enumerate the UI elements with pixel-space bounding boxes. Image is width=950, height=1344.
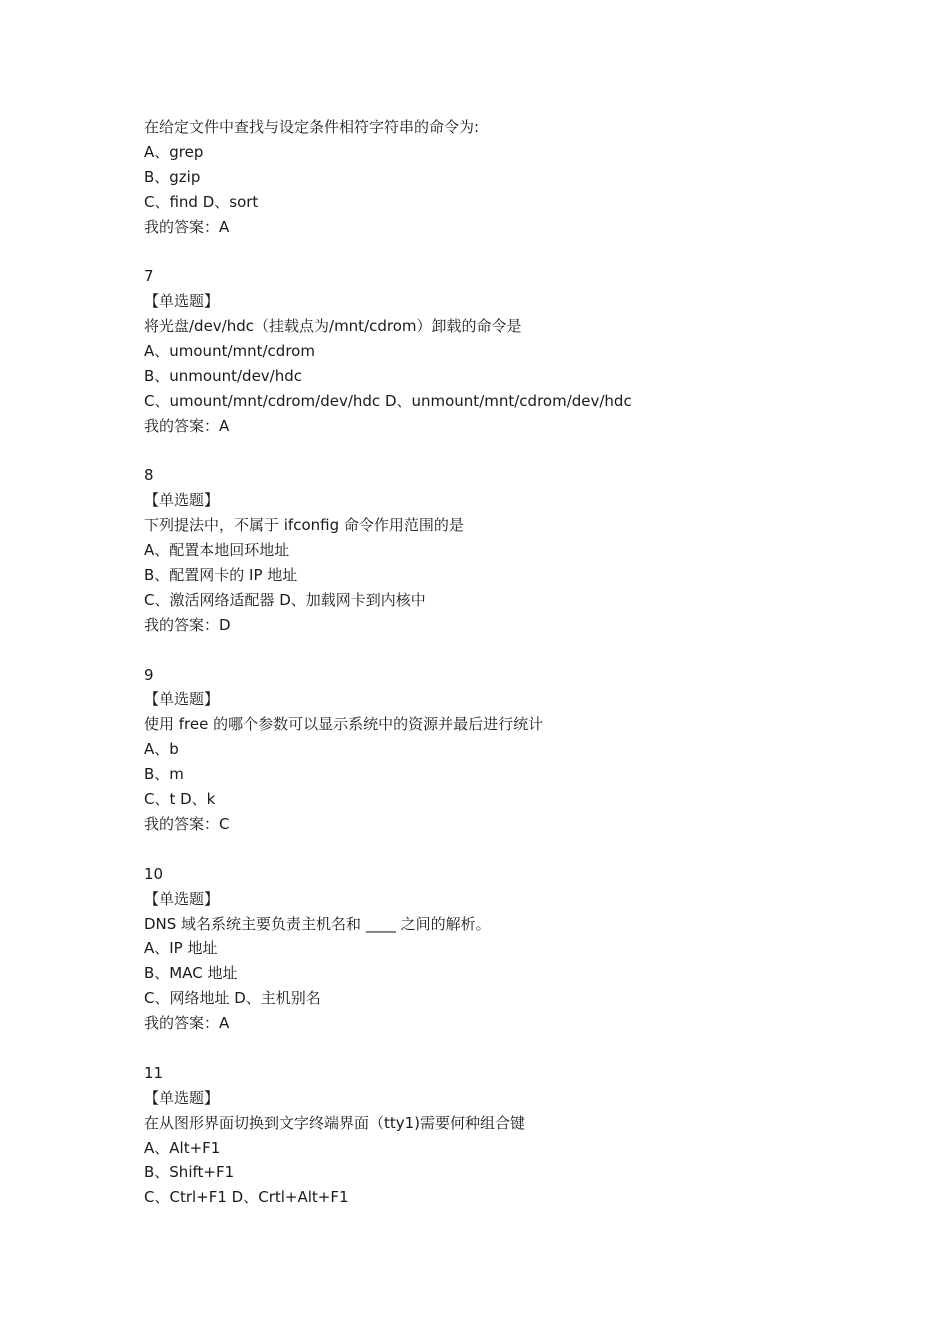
option-b: B、配置网卡的 IP 地址 <box>144 566 298 585</box>
question-type: 【单选题】 <box>144 1088 220 1107</box>
question-type: 【单选题】 <box>144 690 220 709</box>
option-c-d: C、umount/mnt/cdrom/dev/hdc D、unmount/mnt/cdrom/dev/hdc <box>144 391 632 410</box>
option-c-d: C、find D、sort <box>144 192 259 211</box>
my-answer: 我的答案：A <box>144 217 230 236</box>
my-answer: 我的答案：C <box>144 814 230 833</box>
option-b: B、Shift+F1 <box>144 1163 235 1182</box>
option-c-d: C、Ctrl+F1 D、Crtl+Alt+F1 <box>144 1188 349 1207</box>
option-b: B、unmount/dev/hdc <box>144 366 302 385</box>
my-answer: 我的答案：A <box>144 416 230 435</box>
option-c-d: C、t D、k <box>144 790 216 809</box>
question-type: 【单选题】 <box>144 889 220 908</box>
option-b: B、gzip <box>144 167 201 186</box>
question-text: DNS 域名系统主要负责主机名和 ____ 之间的解析。 <box>144 914 491 933</box>
question-text: 将光盘/dev/hdc（挂载点为/mnt/cdrom）卸载的命令是 <box>144 317 522 336</box>
question-type: 【单选题】 <box>144 292 220 311</box>
my-answer: 我的答案：D <box>144 615 231 634</box>
spacer <box>144 1036 844 1061</box>
spacer <box>144 439 844 464</box>
question-number: 9 <box>144 665 154 684</box>
spacer <box>144 837 844 862</box>
question-number: 8 <box>144 466 154 485</box>
question-text: 使用 free 的哪个参数可以显示系统中的资源并最后进行统计 <box>144 715 544 734</box>
spacer <box>144 638 844 663</box>
question-text: 在给定文件中查找与设定条件相符字符串的命令为: <box>144 118 480 136</box>
my-answer: 我的答案：A <box>144 1014 230 1033</box>
question-number: 10 <box>144 864 164 883</box>
document-page <box>144 115 844 1210</box>
question-number: 11 <box>144 1063 164 1082</box>
option-a: A、配置本地回环地址 <box>144 541 290 560</box>
option-c-d: C、激活网络适配器 D、加载网卡到内核中 <box>144 590 426 609</box>
option-a: A、Alt+F1 <box>144 1138 221 1157</box>
option-c-d: C、网络地址 D、主机别名 <box>144 989 321 1008</box>
option-b: B、m <box>144 765 184 784</box>
question-text: 下列提法中，不属于 ifconfig 命令作用范围的是 <box>144 516 464 535</box>
option-b: B、MAC 地址 <box>144 964 238 983</box>
question-type: 【单选题】 <box>144 491 220 510</box>
question-number: 7 <box>144 267 154 286</box>
option-a: A、grep <box>144 142 204 161</box>
option-a: A、b <box>144 740 179 759</box>
question-text: 在从图形界面切换到文字终端界面（tty1)需要何种组合键 <box>144 1113 526 1132</box>
spacer <box>144 239 844 264</box>
option-a: A、IP 地址 <box>144 939 218 958</box>
option-a: A、umount/mnt/cdrom <box>144 342 315 361</box>
